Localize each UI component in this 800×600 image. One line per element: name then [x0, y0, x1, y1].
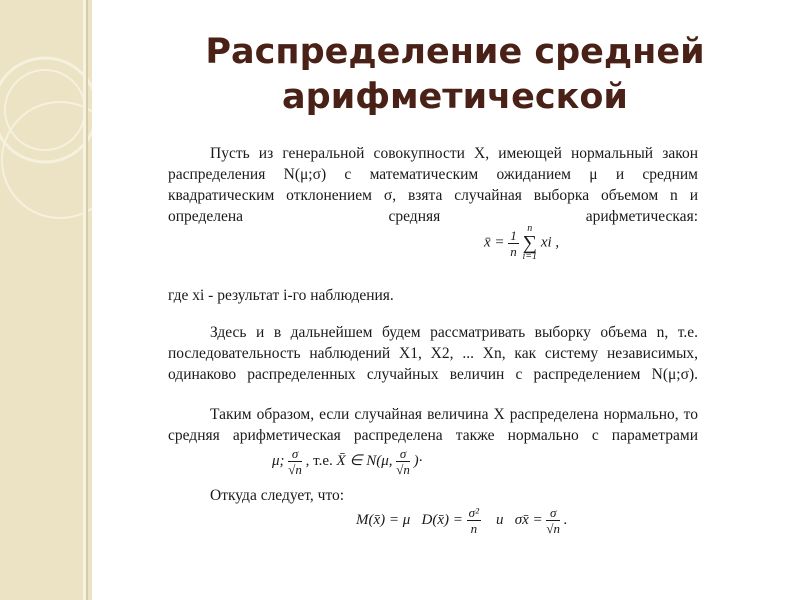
fraction-numerator: σ: [288, 446, 302, 462]
fraction-numerator: σ: [546, 505, 560, 521]
formula-params: [272, 446, 422, 477]
formula-text: X̄ ∈ N(μ,: [336, 452, 393, 469]
fraction-numerator: σ: [396, 446, 410, 462]
formula-text: M(x̄) = μ: [356, 511, 411, 528]
formula-text: .: [563, 511, 568, 528]
fraction-denominator: √n: [396, 462, 410, 477]
sidebar-decoration: [0, 0, 92, 600]
fraction-numerator: 1: [510, 227, 517, 243]
formula-text: xi ,: [540, 234, 560, 251]
formula-text: x̄ =: [484, 234, 509, 251]
fraction: [288, 446, 302, 477]
formula-text: σx̄ =: [514, 511, 543, 528]
fraction-denominator: n: [470, 521, 478, 536]
fraction: [546, 505, 560, 536]
paragraph-sample: Здесь и в дальнейшем будем рассматривать выборку объема n, т.е. последовательность наблюдений X1, X2, ... Xn, как систему независимых, одинаково распределенных случайных величин с распределением N(μ;σ).: [168, 324, 698, 383]
formula-moments: [356, 505, 568, 536]
fraction: [508, 228, 519, 259]
fraction: [467, 505, 481, 536]
formula-mean: [484, 224, 559, 262]
sidebar-stripe: [86, 0, 88, 600]
fraction-denominator: n: [510, 243, 517, 259]
formula-text: D(x̄) =: [421, 511, 463, 528]
sigma-symbol: ∑: [522, 232, 537, 254]
summation: [523, 224, 538, 262]
paragraph-xi: где xi - результат i-го наблюдения.: [168, 287, 394, 304]
fraction-denominator: √n: [546, 521, 561, 536]
fraction-denominator: √n: [288, 462, 302, 477]
fraction-numerator: σ²: [468, 505, 479, 520]
slide-title: Распределение средней арифметической: [205, 32, 705, 117]
formula-text: μ;: [272, 452, 285, 469]
paragraph-params: Таким образом, если случайная величина X распределена нормально, то средняя арифметическая распределена также нормально с параметрами: [168, 406, 698, 444]
decorative-circles: [0, 0, 92, 600]
fraction: [396, 446, 410, 477]
formula-text: )·: [413, 452, 423, 469]
sum-upper-limit: n: [527, 223, 533, 234]
formula-text: и: [495, 511, 504, 528]
sum-lower-limit: i=1: [522, 251, 538, 262]
formula-text: , т.е.: [305, 452, 333, 469]
paragraph-therefore: Откуда следует, что:: [210, 487, 345, 504]
paragraph-intro: Пусть из генеральной совокупности X, имеющей нормальный закон распределения N(μ;σ) с математическим ожиданием μ и средним квадратическим отклонением σ, взята случайная выборка объемом n и определена средняя арифметическая:: [168, 145, 698, 225]
